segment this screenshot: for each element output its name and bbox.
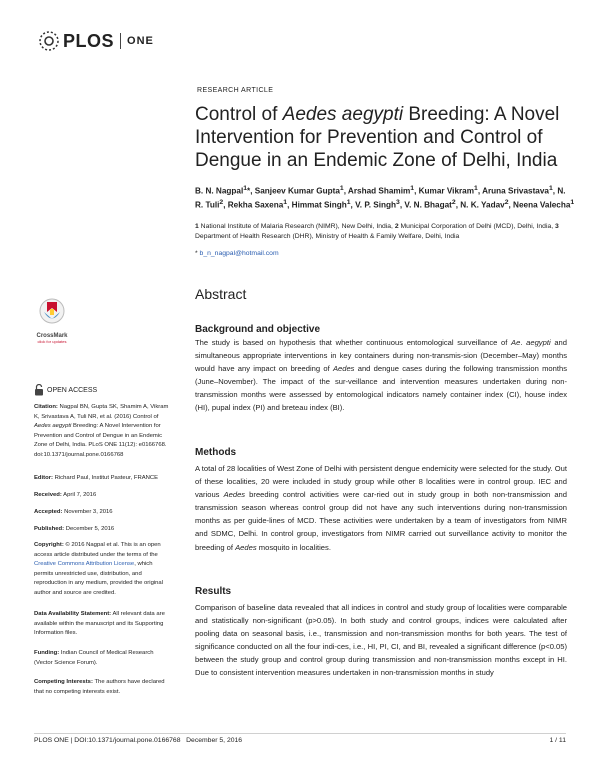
- crossmark-sub: click for updates: [37, 339, 67, 344]
- corresponding-email[interactable]: [195, 250, 279, 257]
- footer-citation: PLOS ONE | DOI:10.1371/journal.pone.0166768 December 5, 2016: [34, 737, 243, 744]
- section-heading-background: Background and objective: [195, 324, 321, 335]
- article-title: [195, 103, 565, 172]
- open-access-label: OPEN ACCESS: [47, 386, 98, 394]
- open-access-badge: [34, 384, 97, 396]
- section-text-background: The study is based on hypothesis that whether continuous entomological surveillance of Ae. aegypti and simultaneous appropriate interventions in key containers during non-transmis-sion (December–May) months would have any impact on breeding of Aedes and dengue cases during the following transmission months (June–November). The impact of the sur-veillance and intervention measures undertaken during non-transmission months were assessed by entomological indicators namely container index (CI), house index (HI), pupal index (PI) and breteau index (BI).: [195, 338, 567, 413]
- email-link[interactable]: b_n_nagpal@hotmail.com: [199, 250, 279, 257]
- crossmark-icon: [38, 297, 66, 327]
- section-heading-methods: Methods: [195, 447, 237, 458]
- plos-dots-icon: [38, 30, 60, 52]
- journal-name: PLOS: [63, 30, 115, 51]
- citation: Citation: Nagpal BN, Gupta SK, Shamim A, Vikram K, Srivastava A, Tuli NR, et al. (2016) Control of Aedes aegypti Breeding: A Novel Intervention for Prevention and Control of Dengue in an Endemic Zone of Delhi, India. PLoS ONE 11(12): e0166768. doi:10.1371/journal.pone.0166768: [34, 404, 169, 458]
- editor: Editor: Richard Paul, Institut Pasteur, FRANCE: [34, 475, 159, 481]
- abstract-heading: Abstract: [195, 286, 247, 302]
- open-lock-icon: [34, 384, 44, 396]
- accepted-date: Accepted: November 3, 2016: [34, 509, 113, 515]
- footer-divider: [34, 733, 566, 734]
- copyright-notice: Copyright: © 2016 Nagpal et al. This is an open access article distributed under the terms of the Creative Commons Attribution License, which permits unrestricted use, distribution, and reproduction in any medium, provided the original author and source are credited.: [34, 542, 164, 596]
- section-text-methods: A total of 28 localities of West Zone of Delhi with persistent dengue endemicity were selected for the study. Out of these localities, 20 were included in study group while other 8 localities were in control group. IEC and various Aedes breeding control activities were car-ried out in study group in both non-transmission and transmission season whereas control group did not have any such interventions during non-transmission months as per guide-lines of MCD. These activities were undertaken by a team of investigators from NIMR and SDMC, Delhi. In control group, investigators from NIMR carried out surveillance activity to monitor the breeding of Aedes mosquito in localities.: [195, 464, 568, 552]
- affiliations: 1 National Institute of Malaria Research (NIMR), New Delhi, India, 2 Municipal Corporation of Delhi (MCD), Delhi, India, 3 Department of Health Research (DHR), Ministry of Health & Family Welfare, Delhi, India: [195, 223, 559, 240]
- journal-subname: ONE: [127, 35, 154, 47]
- section-heading-results: Results: [195, 586, 232, 597]
- title-part-species: Aedes aegypti: [282, 104, 404, 125]
- published-date: Published: December 5, 2016: [34, 526, 115, 532]
- article-type-label: RESEARCH ARTICLE: [197, 87, 274, 94]
- page-number: 1 / 11: [549, 737, 566, 744]
- logo-divider: [120, 33, 121, 49]
- section-text-results: Comparison of baseline data revealed that all indices in control and study group of localities were comparable and statistically non-significant (p>0.05). In both study and control groups, indices were calculated after pooling data on seasonal basis, i.e., transmission and non-transmission months for both years. The test of significance conducted on all the four indi-ces, i.e., HI, PI, CI, and BI, revealed a significant difference (p<0.05) between the study group and control group during transmission and non-transmission months except in HI. Due to consistent intervention measures undertaken in non-transmission months in study: [195, 603, 567, 678]
- data-availability: Data Availability Statement: All relevant data are available within the manuscript and its Supporting Information files.: [34, 611, 165, 637]
- email-star: *: [195, 250, 198, 257]
- funding: Funding: Indian Council of Medical Research (Vector Science Forum).: [34, 650, 154, 666]
- received-date: Received: April 7, 2016: [34, 492, 97, 498]
- crossmark-badge[interactable]: [32, 297, 72, 344]
- author-list: B. N. Nagpal$^1$*, Sanjeev Kumar Gupta$^1$, Arshad Shamim$^1$, Kumar Vikram$^1$, Aruna Srivastava$^1$, N. R. Tuli$^2$, Rekha Saxena$^1$, Himmat Singh$^1$, V. P. Singh$^3$, V. N. Bhagat$^2$, N. K. Yadav$^2$, Neena Valecha$^1$: [195, 185, 575, 210]
- title-part-pre: Control of: [195, 104, 283, 125]
- competing-interests: Competing Interests: The authors have declared that no competing interests exist.: [34, 679, 165, 695]
- crossmark-label: CrossMark: [36, 333, 68, 339]
- plos-one-logo[interactable]: [38, 30, 154, 52]
- title-part-post: Breeding: A Novel Intervention for Prevention and Control of Dengue in an Endemic Zone of Delhi, India: [195, 104, 560, 171]
